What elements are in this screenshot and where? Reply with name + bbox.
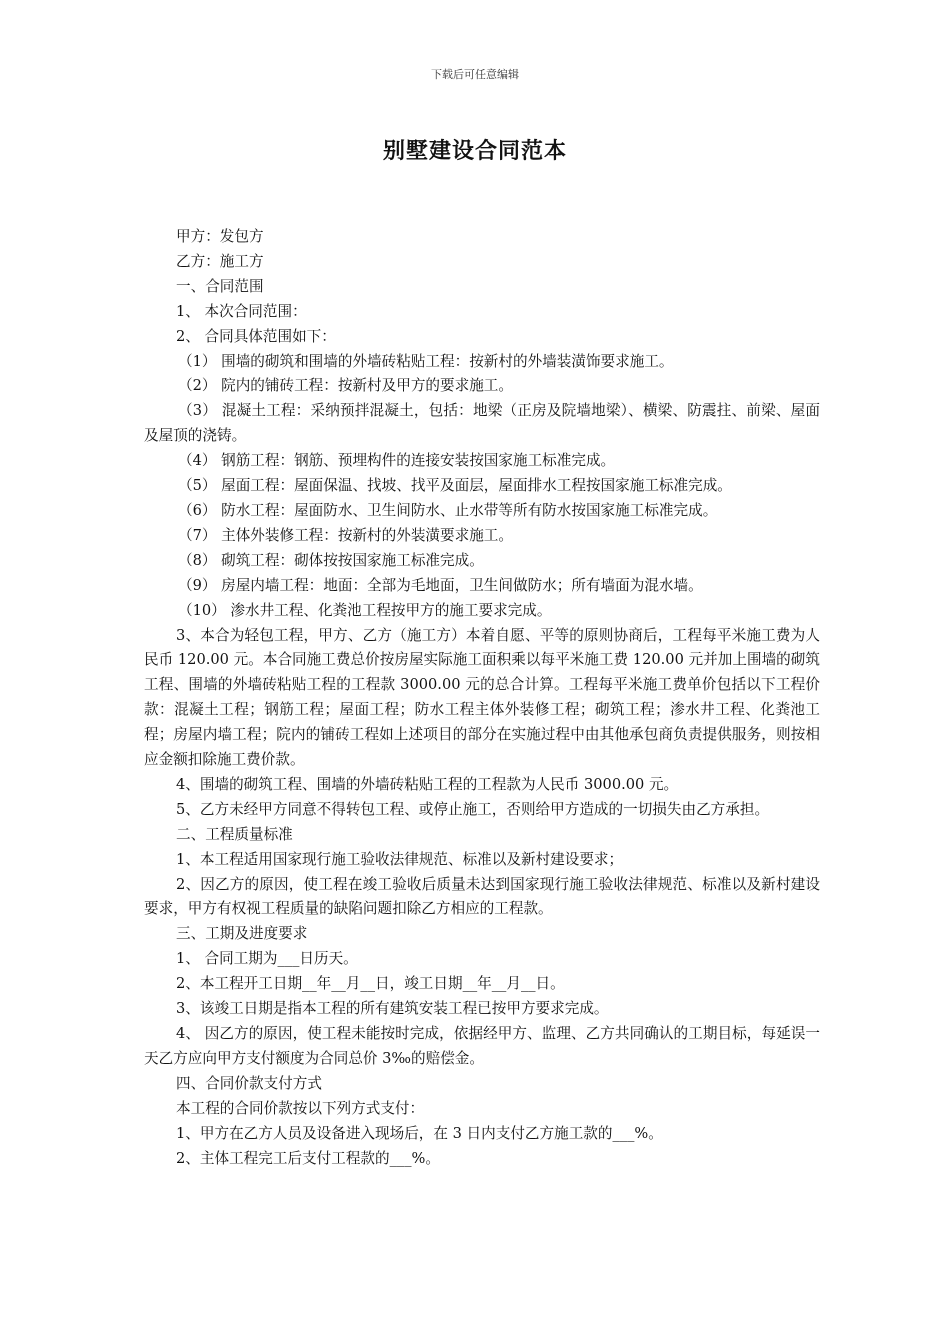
scope-item-2: 2、 合同具体范围如下： xyxy=(176,327,336,345)
scope-subitem-4: （4） 钢筋工程：钢筋、预埋构件的连接安装按国家施工标准完成。 xyxy=(178,452,616,470)
payment-intro: 本工程的合同价款按以下列方式支付： xyxy=(176,1099,425,1117)
scope-item-3: 3、本合为轻包工程，甲方、乙方（施工方）本着自愿、平等的原则协商后，工程每平米施工费为人民币 120.00 元。本合同施工费总价按房屋实际施工面积乘以每平米施工费 120.00 元并加上围墙的砌筑工程、围墙的外墙砖粘贴工程的工程款 3000.00 元的总合计算。工程每平米施工费单价包括以下工程价款：混凝土工程；钢筋工程；屋面工程；防水工程主体外装修工程；砌筑工程；渗水井工程、化粪池工程；房屋内墙工程；院内的铺砖工程如上述项目的部分在实施过程中由其他承包商负责提供服务，则按相应金额扣除施工费价款。 xyxy=(144,626,820,769)
schedule-item-1: 1、 合同工期为___日历天。 xyxy=(176,950,358,968)
scope-subitem-8: （8） 砌筑工程：砌体按按国家施工标准完成。 xyxy=(178,551,484,569)
scope-subitem-9: （9） 房屋内墙工程：地面：全部为毛地面，卫生间做防水；所有墙面为混水墙。 xyxy=(178,576,703,594)
scope-item-1: 1、 本次合同范围： xyxy=(176,302,307,320)
scope-item-5: 5、乙方未经甲方同意不得转包工程、或停止施工，否则给甲方造成的一切损失由乙方承担。 xyxy=(176,800,770,818)
quality-item-1: 1、本工程适用国家现行施工验收法律规范、标准以及新村建设要求； xyxy=(176,850,624,868)
payment-item-2: 2、主体工程完工后支付工程款的___%。 xyxy=(176,1149,440,1167)
section-heading-schedule: 三、工期及进度要求 xyxy=(176,925,308,943)
schedule-item-2: 2、本工程开工日期__年__月__日，竣工日期__年__月__日。 xyxy=(176,975,565,993)
scope-subitem-3: （3） 混凝土工程：采纳预拌混凝土，包括：地梁（正房及院墙地梁）、横梁、防震拄、前梁、屋面及屋顶的浇铸。 xyxy=(144,402,820,445)
section-heading-scope: 一、合同范围 xyxy=(176,277,264,295)
schedule-item-4: 4、 因乙方的原因，使工程未能按时完成，依据经甲方、监理、乙方共同确认的工期目标，每延误一天乙方应向甲方支付额度为合同总价 3‰的赔偿金。 xyxy=(144,1025,820,1067)
section-heading-payment: 四、合同价款支付方式 xyxy=(176,1074,322,1092)
scope-item-4: 4、围墙的砌筑工程、围墙的外墙砖粘贴工程的工程款为人民币 3000.00 元。 xyxy=(176,775,679,793)
payment-item-1: 1、甲方在乙方人员及设备进入现场后，在 3 日内支付乙方施工款的___%。 xyxy=(176,1124,663,1142)
schedule-item-3: 3、该竣工日期是指本工程的所有建筑安装工程已按甲方要求完成。 xyxy=(176,1000,609,1018)
scope-subitem-6: （6） 防水工程：屋面防水、卫生间防水、止水带等所有防水按国家施工标准完成。 xyxy=(178,501,718,519)
quality-item-2: 2、因乙方的原因，使工程在竣工验收后质量未达到国家现行施工验收法律规范、标准以及新村建设要求，甲方有权视工程质量的缺陷问题扣除乙方相应的工程款。 xyxy=(144,875,820,918)
party-b: 乙方：施工方 xyxy=(176,252,264,270)
scope-subitem-2: （2） 院内的铺砖工程：按新村及甲方的要求施工。 xyxy=(178,377,513,395)
header-note: 下载后可任意编辑 xyxy=(431,68,519,81)
document-body xyxy=(144,225,820,1171)
section-heading-quality: 二、工程质量标准 xyxy=(176,825,293,843)
scope-subitem-5: （5） 屋面工程：屋面保温、找坡、找平及面层，屋面排水工程按国家施工标准完成。 xyxy=(178,477,732,495)
party-a: 甲方：发包方 xyxy=(176,228,264,245)
document-title: 别墅建设合同范本 xyxy=(382,138,567,164)
scope-subitem-7: （7） 主体外装修工程：按新村的外装潢要求施工。 xyxy=(178,526,513,544)
scope-subitem-1: （1） 围墙的砌筑和围墙的外墙砖粘贴工程：按新村的外墙装潢饰要求施工。 xyxy=(178,352,674,370)
scope-subitem-10: （10） 渗水井工程、化粪池工程按甲方的施工要求完成。 xyxy=(178,601,552,619)
